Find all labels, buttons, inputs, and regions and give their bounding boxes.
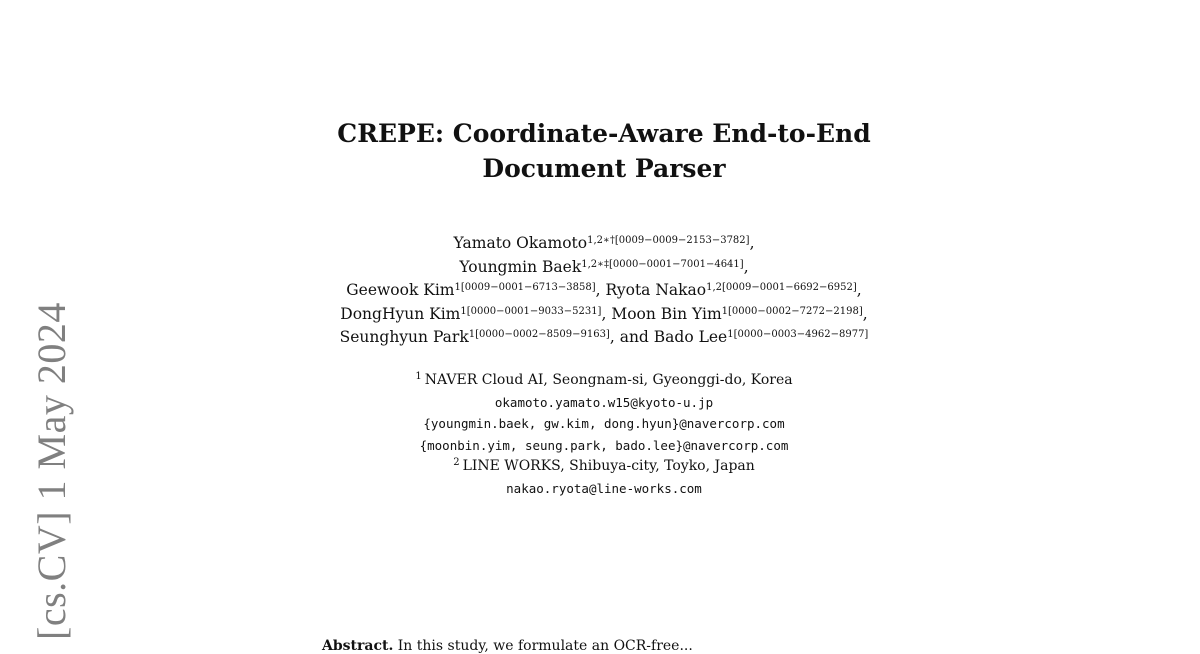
author-name: Moon Bin Yim: [611, 304, 722, 323]
author-name: Seunghyun Park: [339, 328, 469, 346]
author-name: Youngmin Baek: [459, 257, 582, 276]
author-name: Ryota Nakao: [605, 281, 707, 299]
author-orcid: 1,2[0009−0001−6692−6952]: [706, 282, 857, 293]
author-list: [0, 232, 1200, 350]
affiliation-2: [0, 456, 1200, 478]
author-sep: ,: [743, 257, 749, 276]
affiliation-1: [0, 370, 1200, 392]
email-link[interactable]: {youngmin.baek, gw.kim, dong.hyun}@navercorp.com: [423, 416, 785, 431]
author-name: Geewook Kim: [346, 281, 455, 299]
author-sep: , and: [609, 328, 654, 346]
abstract-start: [322, 638, 693, 654]
title-line-2: Document Parser: [482, 154, 726, 183]
author-sep: ,: [856, 281, 862, 299]
affiliation-number: 1: [415, 371, 422, 382]
email-link[interactable]: nakao.ryota@line-works.com: [506, 480, 702, 496]
abstract-text: In this study, we formulate an OCR-free...: [393, 638, 693, 654]
affiliation-number: 2: [453, 457, 460, 468]
author-line: [0, 279, 1200, 303]
affiliation-text: LINE WORKS, Shibuya-city, Toyko, Japan: [462, 458, 755, 474]
author-name: Bado Lee: [653, 328, 728, 346]
author-line: [0, 256, 1200, 280]
author-sep: ,: [601, 304, 612, 323]
author-name: Yamato Okamoto: [453, 234, 588, 252]
author-name: DongHyun Kim: [340, 304, 461, 323]
author-sep: ,: [862, 304, 868, 323]
title-line-1: CREPE: Coordinate-Aware End-to-End: [337, 119, 871, 148]
paper-title: [0, 116, 1200, 186]
affiliation-block: [0, 370, 1200, 499]
affiliation-text: NAVER Cloud AI, Seongnam-si, Gyeonggi-do, Korea: [424, 372, 793, 388]
author-orcid: 1[0000−0001−9033−5231]: [460, 305, 602, 317]
author-line: [0, 232, 1200, 256]
arxiv-identifier-stamp: [cs.CV] 1 May 2024: [29, 302, 74, 640]
author-line: [0, 303, 1200, 327]
author-orcid: 1[0000−0003−4962−8977]: [727, 329, 869, 340]
author-orcid: 1[0009−0001−6713−3858]: [454, 282, 596, 293]
author-orcid: 1,2∗‡[0000−0001−7001−4641]: [581, 258, 744, 270]
email-link[interactable]: okamoto.yamato.w15@kyoto-u.jp: [494, 394, 714, 410]
abstract-label: Abstract.: [322, 638, 394, 654]
email-link[interactable]: {moonbin.yim, seung.park, bado.lee}@navercorp.com: [419, 437, 789, 453]
author-orcid: 1[0000−0002−8509−9163]: [468, 329, 610, 340]
author-orcid: 1,2∗†[0009−0009−2153−3782]: [587, 235, 750, 246]
author-sep: ,: [749, 234, 755, 252]
author-line: [0, 326, 1200, 350]
author-orcid: 1[0000−0002−7272−2198]: [721, 305, 863, 317]
author-sep: ,: [595, 281, 606, 299]
